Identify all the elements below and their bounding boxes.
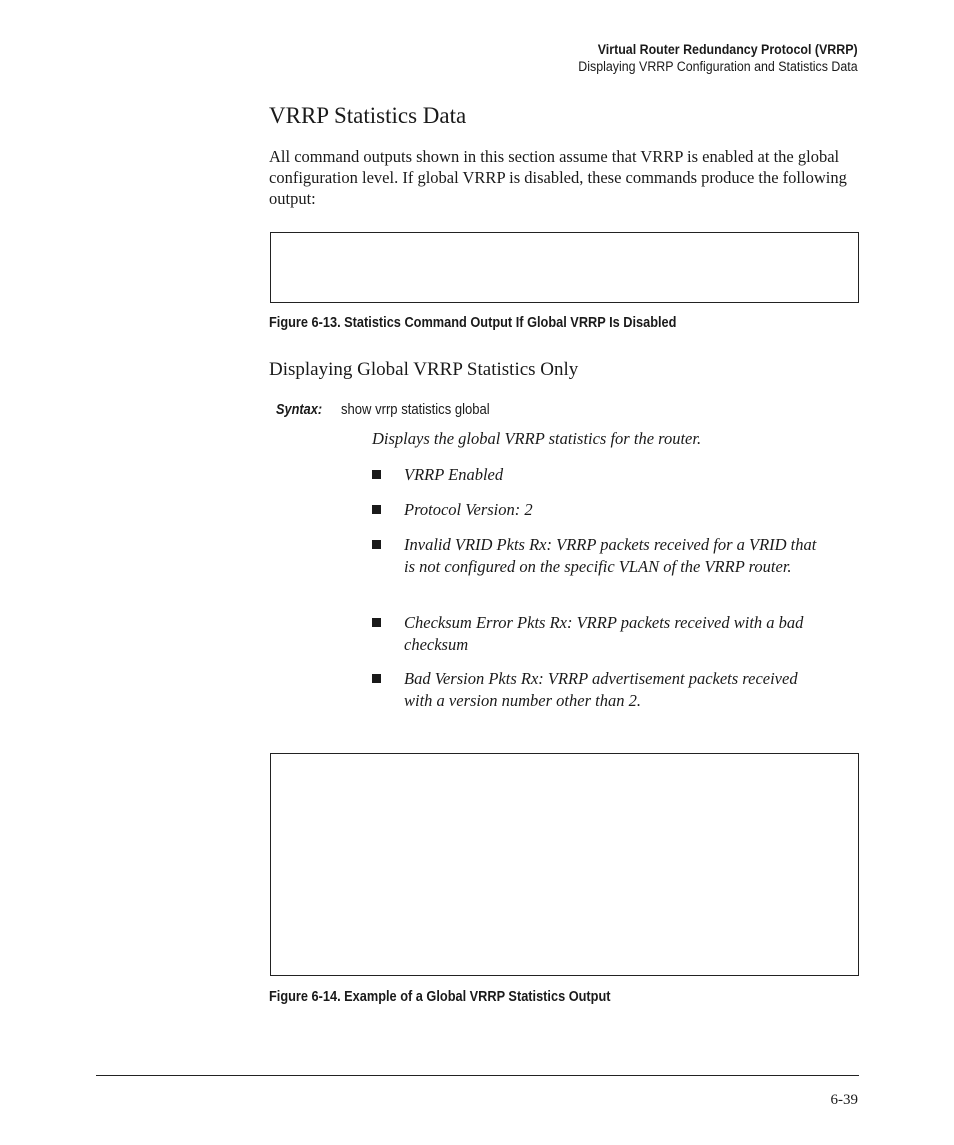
list-item (372, 499, 822, 521)
list-item-text: Checksum Error Pkts Rx: VRRP packets received with a bad checksum (404, 613, 804, 654)
subsection-title: Displaying Global VRRP Statistics Only (269, 359, 579, 380)
bullet-square-icon (372, 505, 381, 514)
bullet-square-icon (372, 674, 381, 683)
footer-divider (96, 1075, 859, 1076)
list-item (372, 534, 822, 577)
section-title: VRRP Statistics Data (269, 103, 467, 128)
bullet-square-icon (372, 470, 381, 479)
syntax-command: show vrrp statistics global (341, 402, 490, 418)
figure-6-13-output-box (270, 232, 859, 303)
list-item-text: VRRP Enabled (404, 465, 504, 484)
figure-6-14-caption: Figure 6-14. Example of a Global VRRP Statistics Output (269, 989, 611, 1005)
syntax-label: Syntax: (276, 402, 323, 418)
list-item-text: Protocol Version: 2 (404, 500, 533, 519)
list-item-text: Invalid VRID Pkts Rx: VRRP packets received for a VRID that is not configured on the specific VLAN of the VRRP router. (404, 535, 817, 576)
command-description: Displays the global VRRP statistics for the router. (372, 429, 702, 448)
bullet-square-icon (372, 618, 381, 627)
intro-paragraph: All command outputs shown in this section assume that VRRP is enabled at the global configuration level. If global VRRP is disabled, these commands produce the following output: (269, 147, 847, 209)
header-chapter-title: Virtual Router Redundancy Protocol (VRRP) (598, 42, 858, 57)
list-item (372, 668, 822, 711)
figure-6-14-output-box (270, 753, 859, 976)
list-item (372, 464, 822, 486)
bullet-square-icon (372, 540, 381, 549)
figure-6-13-caption: Figure 6-13. Statistics Command Output If Global VRRP Is Disabled (269, 315, 677, 331)
running-header (579, 41, 858, 75)
list-item (372, 612, 822, 655)
page-number: 6-39 (830, 1092, 858, 1108)
header-section-title: Displaying VRRP Configuration and Statistics Data (578, 59, 858, 74)
list-item-text: Bad Version Pkts Rx: VRRP advertisement packets received with a version number other than 2. (404, 669, 798, 710)
